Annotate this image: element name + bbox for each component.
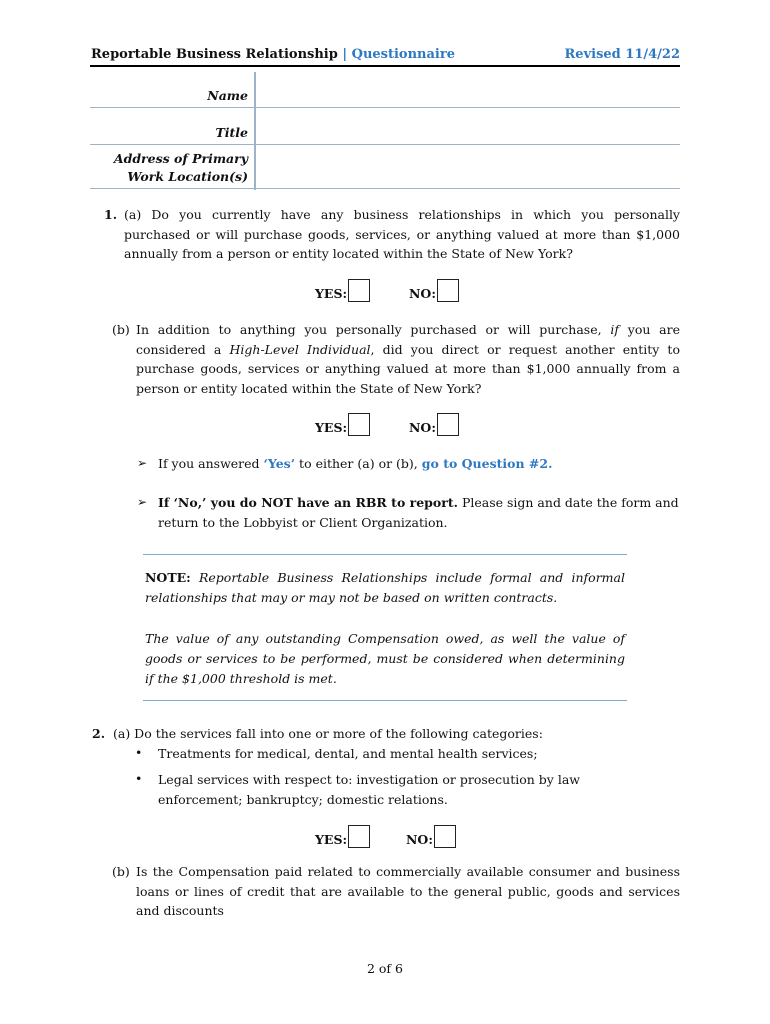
note-bottom-rule xyxy=(143,700,627,701)
q2a-no xyxy=(406,825,456,848)
instruction-no-bold: If ‘No,’ you do NOT have an RBR to report. xyxy=(158,495,458,510)
address-label-line1: Address of Primary xyxy=(113,151,248,166)
question-2b-text: Is the Compensation paid related to commercially available consumer and business loans or lines of credit that are available to the general public, goods and services and discounts xyxy=(136,864,680,918)
yes-label: YES: xyxy=(315,832,348,847)
q1b-text-3: , did you direct or request another entity to purchase goods, services or anything valued at more than $1,000 annually from a person or entity located within the State of New York? xyxy=(136,341,680,396)
q2b-prefix: (b) xyxy=(112,864,130,879)
identity-form-table xyxy=(90,72,680,190)
question-2-number: 2. xyxy=(92,726,106,741)
header-subtitle: Questionnaire xyxy=(351,47,455,62)
address-label-line2: Work Location(s) xyxy=(127,169,248,184)
q1a-no xyxy=(409,279,459,302)
q1-instruction-no xyxy=(158,493,680,532)
q1a-text: (a) Do you currently have any business relationships in which you personally purchased or will purchase goods, services, or anything valued at more than $1,000 annually from a person or entity located within the State of New York? xyxy=(124,207,680,261)
header-rule xyxy=(90,65,680,67)
q2a-yes xyxy=(315,825,370,848)
note-top-rule xyxy=(143,554,627,555)
instruction-text: If you answered xyxy=(158,456,260,471)
address-label xyxy=(114,150,248,186)
q1-instruction-yes xyxy=(158,454,680,474)
title-label: Title xyxy=(215,125,248,140)
question-1-number: 1. xyxy=(104,207,118,222)
note-text-1: Reportable Business Relationships include formal and informal relationships that may or may not be based on written contracts. xyxy=(145,570,625,605)
title-field[interactable] xyxy=(260,110,678,140)
q1a-yes-checkbox[interactable] xyxy=(348,279,370,302)
question-1a-text xyxy=(124,205,680,264)
instruction-no-text: Please sign and date the form and return to the Lobbyist or Client Organization. xyxy=(158,495,679,530)
no-label: NO: xyxy=(409,420,436,435)
question-2a-text: (a) Do the services fall into one or more of the following categories: xyxy=(113,726,543,741)
q1b-no xyxy=(409,413,459,436)
q1b-if: if xyxy=(610,322,619,337)
q2-category-2: Legal services with respect to: investigation or prosecution by law enforcement; bankruptcy; domestic relations. xyxy=(158,772,580,807)
q1b-no-checkbox[interactable] xyxy=(437,413,459,436)
no-label: NO: xyxy=(409,286,436,301)
bullet-dot-icon: • xyxy=(135,771,143,786)
bullet-dot-icon: • xyxy=(135,745,143,760)
yes-label: YES: xyxy=(315,286,348,301)
q1b-prefix: (b) xyxy=(112,322,130,337)
page-number: 2 of 6 xyxy=(366,961,403,976)
address-field[interactable] xyxy=(260,147,678,187)
no-label: NO: xyxy=(406,832,433,847)
row-rule xyxy=(90,107,680,108)
q2a-no-checkbox[interactable] xyxy=(434,825,456,848)
q1b-yes xyxy=(315,413,370,436)
name-field[interactable] xyxy=(260,78,678,106)
q1b-high-level-individual: High-Level Individual xyxy=(229,341,371,357)
table-divider xyxy=(254,72,256,190)
note-label: NOTE: xyxy=(145,570,191,585)
q1b-text-1: In addition to anything you personally purchased or will purchase, xyxy=(136,322,602,337)
yes-label: YES: xyxy=(315,420,348,435)
note-paragraph-1 xyxy=(145,568,625,608)
arrow-bullet-icon: ➢ xyxy=(137,456,148,470)
header-title: Reportable Business Relationship xyxy=(91,47,338,62)
question-1b-text xyxy=(136,320,680,398)
name-label: Name xyxy=(207,88,248,103)
header-separator: | xyxy=(342,47,348,62)
row-rule xyxy=(90,188,680,189)
note-paragraph-2: The value of any outstanding Compensation owed, as well the value of goods or services to be performed, must be considered when determining if the $1,000 threshold is met. xyxy=(145,631,625,686)
revised-date: Revised 11/4/22 xyxy=(564,47,680,62)
q1a-yes xyxy=(315,279,370,302)
q2-category-1: Treatments for medical, dental, and mental health services; xyxy=(158,746,538,761)
q1b-text-2: you are considered a xyxy=(136,322,680,357)
q2a-yes-checkbox[interactable] xyxy=(348,825,370,848)
row-rule xyxy=(90,144,680,145)
instruction-text: to either (a) or (b), xyxy=(299,456,418,471)
arrow-bullet-icon: ➢ xyxy=(137,495,148,509)
instruction-yes: ‘Yes’ xyxy=(263,456,296,471)
document-header xyxy=(91,47,455,62)
go-to-question-2: go to Question #2. xyxy=(421,456,553,471)
q1b-yes-checkbox[interactable] xyxy=(348,413,370,436)
q1a-no-checkbox[interactable] xyxy=(437,279,459,302)
